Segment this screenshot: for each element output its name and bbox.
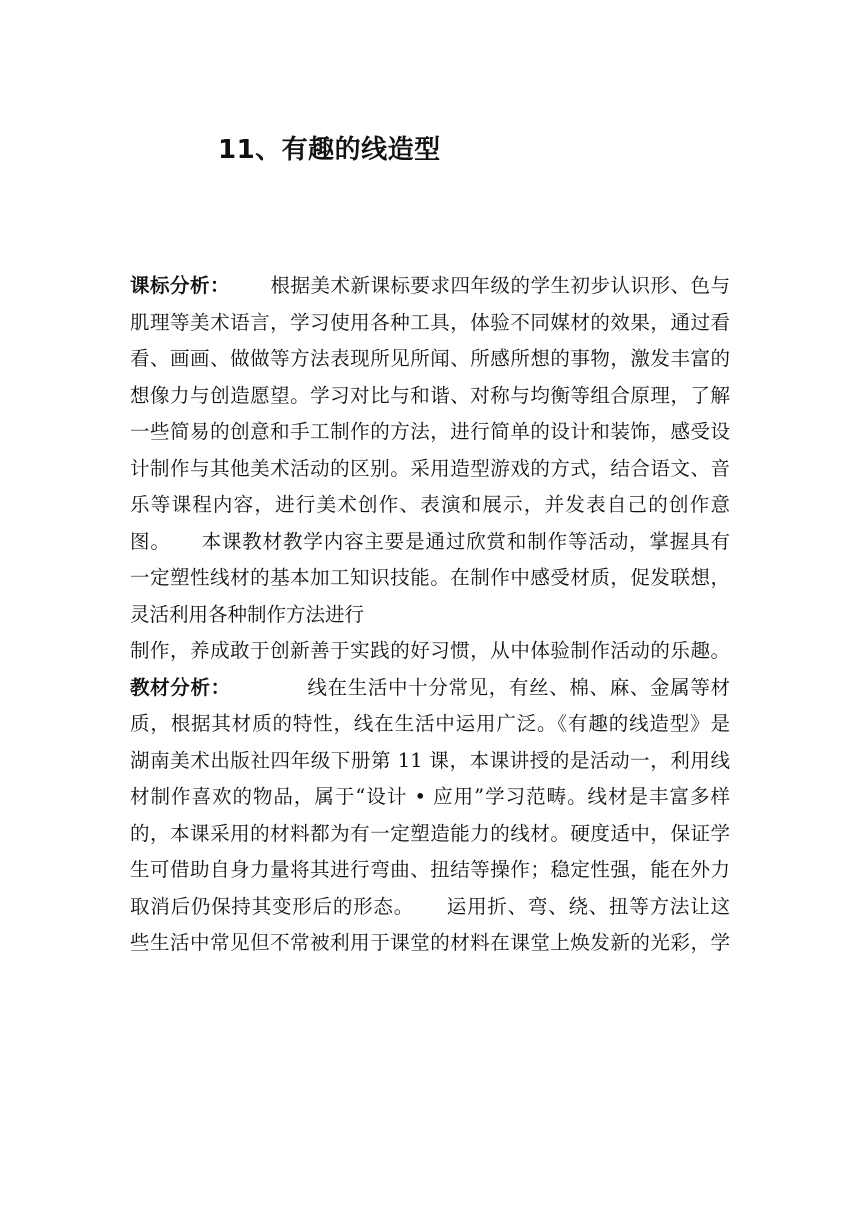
paragraph-line: 计制作与其他美术活动的区别。采用造型游戏的方式，结合语文、音 <box>130 456 730 480</box>
paragraph-text: 图。 <box>130 529 171 553</box>
paragraph-line: 一定塑性线材的基本加工知识技能。在制作中感受材质，促发联想， <box>130 566 730 589</box>
paragraph-line: 想像力与创造愿望。学习对比与和谐、对称与均衡等组合原理，了解 <box>130 383 730 407</box>
paragraph-line <box>130 524 730 561</box>
paragraph-text: 取消后仍保持其变形后的形态。 <box>130 894 414 918</box>
paragraph-line: 的，本课采用的材料都为有一定塑造能力的线材。硬度适中，保证学 <box>130 821 730 845</box>
paragraph-text: 运用折、弯、绕、扭等方法让这 <box>446 894 730 918</box>
paragraph-line <box>130 670 730 707</box>
section-label-textbook: 教材分析： <box>130 675 231 699</box>
paragraph-line <box>130 268 730 305</box>
paragraph-line: 生可借助自身力量将其进行弯曲、扭结等操作；稳定性强，能在外力 <box>130 858 730 881</box>
paragraph-line: 湖南美术出版社四年级下册第 11 课，本课讲授的是活动一，利用线 <box>130 748 730 772</box>
document-body <box>130 268 730 962</box>
paragraph-line: 些生活中常见但不常被利用于课堂的材料在课堂上焕发新的光彩，学 <box>130 931 730 954</box>
paragraph-line <box>130 889 730 926</box>
paragraph-text: 本课教材教学内容主要是通过欣赏和制作等活动，掌握具有 <box>200 529 730 553</box>
paragraph-line: 灵活利用各种制作方法进行 <box>130 602 365 626</box>
paragraph-line: 乐等课程内容，进行美术创作、表演和展示，并发表自己的创作意 <box>130 493 730 516</box>
paragraph-text: 根据美术新课标要求四年级的学生初步认识形、色与 <box>270 274 730 297</box>
paragraph-line: 制作，养成敢于创新善于实践的好习惯，从中体验制作活动的乐趣。 <box>130 639 730 662</box>
paragraph-line: 质，根据其材质的特性，线在生活中运用广泛。《有趣的线造型》是 <box>130 712 730 735</box>
paragraph-text: 线在生活中十分常见，有丝、棉、麻、金属等材 <box>306 675 730 699</box>
paragraph-line: 看、画画、做做等方法表现所见所闻、所感所想的事物，激发丰富的 <box>130 347 730 370</box>
section-label-curriculum: 课标分析： <box>130 274 230 297</box>
paragraph-line: 肌理等美术语言，学习使用各种工具，体验不同媒材的效果，通过看 <box>130 310 730 334</box>
paragraph-line: 一些简易的创意和手工制作的方法，进行简单的设计和装饰，感受设 <box>130 420 730 443</box>
paragraph-line: 材制作喜欢的物品，属于“设计 • 应用”学习范畴。线材是丰富多样 <box>130 785 730 808</box>
lesson-title: 11、有趣的线造型 <box>218 135 441 165</box>
